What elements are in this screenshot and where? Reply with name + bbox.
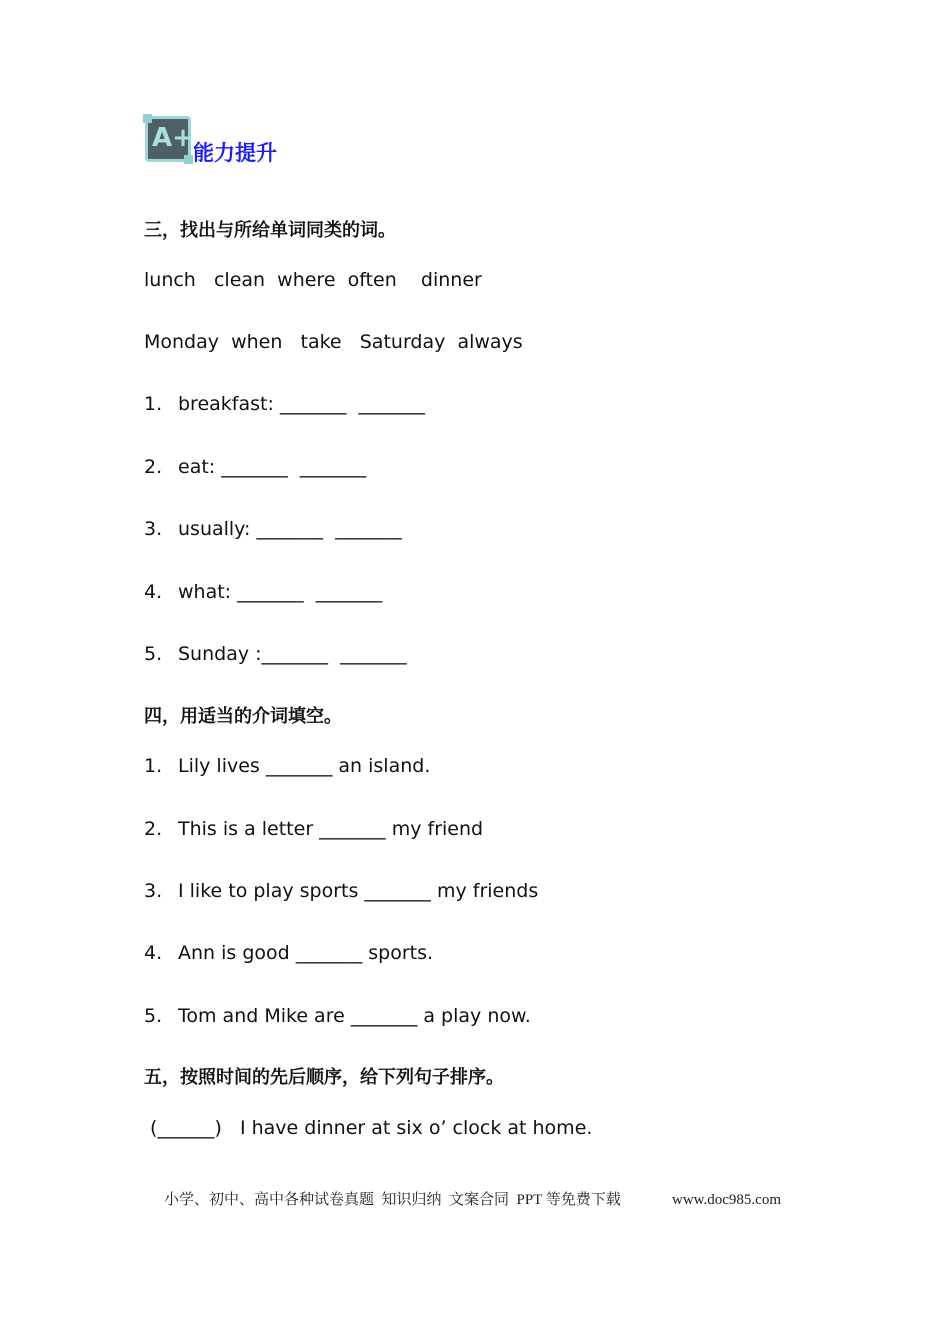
section-title: 能力提升 (193, 141, 277, 165)
footer-text: 小学、初中、高中各种试卷真题 知识归纳 文案合同 PPT 等免费下载 (164, 1192, 621, 1208)
part5-heading: 五，按照时间的先后顺序，给下列句子排序。 (144, 1067, 504, 1088)
ordering-item: (______) I have dinner at six o’ clock at home. (144, 1117, 593, 1139)
footer-url: www.doc985.com (672, 1192, 782, 1208)
part4-heading: 四，用适当的介词填空。 (144, 706, 342, 727)
word-bank-line: Monday when take Saturday always (144, 331, 523, 353)
word-bank-line: lunch clean where often dinner (144, 269, 482, 291)
part3-heading: 三，找出与所给单词同类的词。 (144, 220, 396, 241)
footer (164, 1190, 782, 1210)
a-plus-logo-icon: A+ (145, 116, 191, 162)
